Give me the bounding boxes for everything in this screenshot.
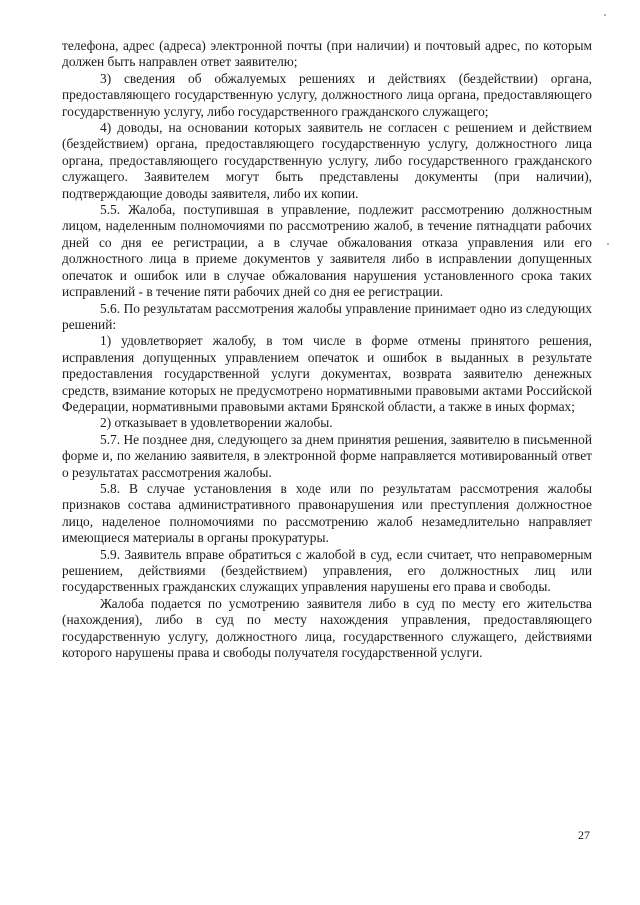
paragraph-item-3: 3) сведения об обжалуемых решениях и действиях (бездействии) органа, предоставляющего государственную услугу, должностного лица органа, предоставляющего государственную услугу, либо государственного гражданского служащего;	[62, 70, 592, 119]
page-number: 27	[578, 828, 590, 842]
scan-speck	[604, 14, 606, 16]
paragraph-5-7: 5.7. Не позднее дня, следующего за днем принятия решения, заявителю в письменной форме и, по желанию заявителя, в электронной форме направляется мотивированный ответ о результатах рассмотрения жалобы.	[62, 431, 592, 480]
paragraph-decision-1: 1) удовлетворяет жалобу, в том числе в форме отмены принятого решения, исправления допущенных управлением опечаток и ошибок в выданных в результате предоставления государственной услуги документах, возврата заявителю денежных средств, взимание которых не предусмотрено нормативными правовыми актами Российской Федерации, нормативными правовыми актами Брянской области, а также в иных формах;	[62, 333, 592, 414]
document-body	[62, 38, 592, 661]
scan-speck	[607, 243, 609, 245]
paragraph-5-5: 5.5. Жалоба, поступившая в управление, подлежит рассмотрению должностным лицом, наделенным полномочиями по рассмотрению жалоб, в течение пятнадцати рабочих дней со дня ее регистрации, а в случае обжалования отказа управления или его должностного лица в приеме документов у заявителя либо в исправлении допущенных опечаток и ошибок или в случае обжалования нарушения установленного срока таких исправлений - в течение пяти рабочих дней со дня ее регистрации.	[62, 202, 592, 300]
paragraph-decision-2: 2) отказывает в удовлетворении жалобы.	[100, 415, 333, 431]
paragraph-5-8: 5.8. В случае установления в ходе или по результатам рассмотрения жалобы признаков состава административного правонарушения или преступления должностное лицо, наделеное полномочиями по рассмотрению жалоб незамедлительно направляет имеющиеся материалы в органы прокуратуры.	[62, 480, 592, 546]
paragraph-item-4: 4) доводы, на основании которых заявитель не согласен с решением и действием (бездействием) органа, предоставляющего государственную услугу, должностного лица органа, предоставляющего государственную услугу, либо государственного гражданского служащего. Заявителем могут быть представлены документы (при наличии), подтверждающие доводы заявителя, либо их копии.	[62, 120, 592, 201]
paragraph-continuation: телефона, адрес (адреса) электронной почты (при наличии) и почтовый адрес, по которым должен быть направлен ответ заявителю;	[62, 38, 592, 70]
paragraph-5-9: 5.9. Заявитель вправе обратиться с жалобой в суд, если считает, что неправомерным решением, действиями (бездействием) управления, его должностных лиц или государственных гражданских служащих управления нарушены его права и свободы.	[62, 546, 592, 595]
paragraph-complaint-court: Жалоба подается по усмотрению заявителя либо в суд по месту его жительства (нахождения), либо в суд по месту нахождения управления, предоставляющего государственную услугу, должностного лица, государственного служащего, действиями которого нарушены права и свободы получателя государственной услуги.	[62, 595, 592, 661]
paragraph-5-6: 5.6. По результатам рассмотрения жалобы управление принимает одно из следующих решений:	[62, 300, 592, 332]
